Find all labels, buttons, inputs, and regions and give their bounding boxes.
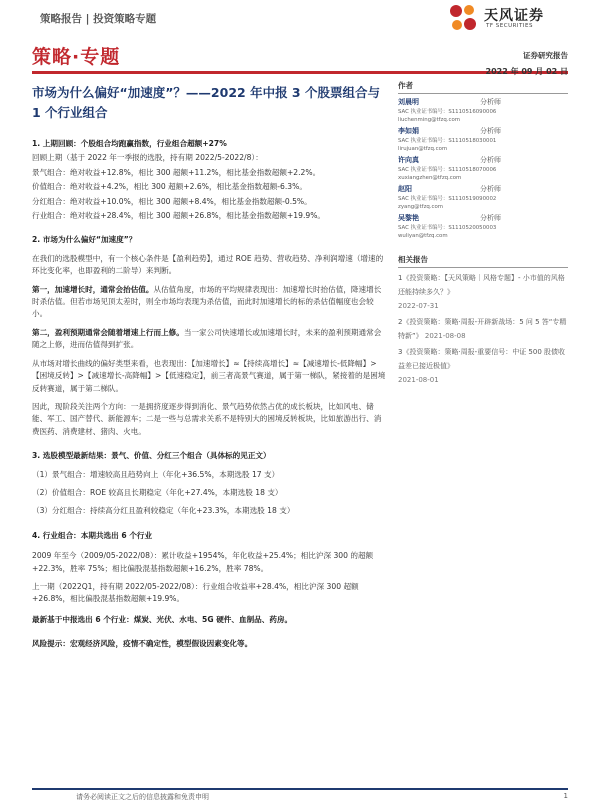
sidebar — [398, 80, 568, 389]
report-meta — [485, 50, 568, 76]
breadcrumb: 策略报告 | 投资策略专题 — [40, 13, 157, 25]
author-block — [398, 155, 568, 182]
author-cert: SAC 执业证书编号：S1110518070006 — [398, 167, 497, 173]
related-reports-heading: 相关报告 — [398, 254, 568, 268]
value-portfolio-result: 价值组合：绝对收益+4.2%，相比 300 超额+2.6%，相比基金指数超额-6.3%。 — [32, 182, 307, 192]
related-report-title[interactable]: 3《投资策略：策略·周报-重要信号：中证 500 股债收益差已接近极值》 — [398, 348, 566, 370]
author-cert: SAC 执业证书编号：S1110518030001 — [398, 138, 497, 144]
related-report-item[interactable] — [398, 345, 568, 387]
section-4-latest-industries: 最新基于中报选出 6 个行业：煤炭、光伏、水电、5G 硬件、血制品、药房。 — [32, 614, 293, 624]
author-cert: SAC 执业证书编号：S1110516090006 — [398, 109, 497, 115]
section-1-intro: 回顾上期（基于 2022 年一季报的选股，持有期 2022/5-2022/8）： — [32, 153, 263, 163]
related-report-title[interactable]: 1《投资策略：【天风策略｜风格专题】- 小市值的风格还能持续多久？》 — [398, 274, 565, 296]
related-report-item[interactable] — [398, 271, 568, 313]
footer — [32, 788, 568, 800]
section-2-para-3-lead: 第二，盈利预期通常会随着增速上行而上修。 — [32, 327, 184, 337]
section-2-para-3-rest: 当一家公司快速增长或加速增长时，未来的盈利预期通常会随之上修，进而估值得到扩张。 — [32, 327, 382, 350]
section-2-title: 2. 市场为什么偏好“加速度”？ — [32, 235, 137, 245]
author-block — [398, 184, 568, 211]
section-2-para-1: 在我们的选股模型中，有一个核心条件是【盈利趋势】，通过 ROE 趋势、营收趋势、净利润增速（增速的环比变化率，也即盈利的二阶导）来判断。 — [32, 253, 384, 276]
related-report-date: 2021-08-01 — [398, 376, 439, 384]
dividend-portfolio-result: 分红组合：绝对收益+10.0%，相比 300 超额+8.4%，相比基金指数超额-0.5%。 — [32, 196, 312, 206]
author-email[interactable]: lirujuan@tfzq.com — [398, 146, 448, 152]
author-name: 李如娟 — [398, 127, 419, 135]
report-title: 市场为什么偏好“加速度”？——2022 年中报 3 个股票组合与 1 个行业组合 — [32, 85, 380, 120]
related-report-date: 2022-07-31 — [398, 302, 439, 310]
brand-logo — [446, 2, 566, 36]
author-name: 赵阳 — [398, 185, 412, 193]
author-cert: SAC 执业证书编号：S1110519090002 — [398, 196, 497, 202]
section-4-title: 4. 行业组合：本期共选出 6 个行业 — [32, 530, 153, 540]
author-block — [398, 213, 568, 240]
author-name: 刘晨明 — [398, 98, 419, 106]
author-cert: SAC 执业证书编号：S1110520050003 — [398, 225, 497, 231]
section-2-para-4: 从市场对增长曲线的偏好类型来看，也表现出：【加速增长】≈【持续高增长】≈【减速增长-低降幅】>【困境反转】>【减速增长-高降幅】>【低速稳定】，前三者高景气赛道，属于第一梯队，紧接着的是困境反转赛道，属于第二梯队。 — [32, 358, 386, 393]
related-report-date: 2021-08-08 — [424, 332, 466, 340]
section-2-para-2-rest: 从估值角度，市场的平均规律表现出：加速增长时抬估值，降速增长时杀估值。但若市场见顶太差时，则全市场均表现为杀估值，而此时加速增长的标的杀估值幅度也会较小。 — [32, 284, 382, 319]
author-name: 许向真 — [398, 156, 419, 164]
section-4-para-2: 上一期（2022Q1，持有期 2022/05-2022/08）：行业组合收益率+28.4%，相比沪深 300 超额+26.8%，相比偏股混基指数超额+19.9%。 — [32, 581, 359, 604]
author-email[interactable]: liuchenming@tfzq.com — [398, 117, 460, 123]
section-2-para-5: 因此，现阶段关注两个方向：一是拥挤度逐步得到消化、景气趋势依然占优的成长板块，比如风电、储能、军工、国产替代、新能源车；二是一些与总需求关系不是特别大的困境反转板块，比如旅游出行、消费医药、消费建材、猪肉、火电。 — [32, 401, 382, 436]
author-block — [398, 126, 568, 153]
author-name: 吴黎艳 — [398, 214, 419, 222]
main-content — [32, 138, 387, 651]
report-type: 证券研究报告 — [523, 51, 568, 60]
industry-portfolio-result: 行业组合：绝对收益+28.4%，相比 300 超额+26.8%，相比基金指数超额+19.9%。 — [32, 211, 326, 221]
author-role: 分析师 — [480, 98, 501, 106]
portfolio-item-value: （2）价值组合：ROE 较高且长期稳定（年化+27.4%，本期选股 18 支） — [32, 487, 283, 497]
author-email[interactable]: zyang@tfzq.com — [398, 204, 444, 210]
risk-warning: 风险提示：宏观经济风险，疫情不确定性，模型假设因素变化等。 — [32, 639, 253, 649]
author-role: 分析师 — [480, 156, 501, 164]
jingqi-portfolio-result: 景气组合：绝对收益+12.8%，相比 300 超额+11.2%，相比基金指数超额+2.2%。 — [32, 167, 321, 177]
author-role: 分析师 — [480, 127, 501, 135]
section-2-para-2-lead: 第一，加速增长时，通常会抬估值。 — [32, 284, 154, 294]
author-block — [398, 97, 568, 124]
author-role: 分析师 — [480, 185, 501, 193]
portfolio-item-jingqi: （1）景气组合：增速较高且趋势向上（年化+36.5%，本期选股 17 支） — [32, 469, 280, 479]
section-4-para-1: 2009 年至今（2009/05-2022/08）：累计收益+1954%，年化收益+25.4%；相比沪深 300 的超额+22.3%，胜率 75%；相比偏股混基指数超额+16.2%，胜率 78%。 — [32, 551, 374, 573]
footer-disclaimer: 请务必阅读正文之后的信息披露和免责申明 — [76, 793, 209, 800]
tf-logo-icon — [446, 2, 480, 36]
authors-heading: 作者 — [398, 80, 568, 94]
report-date: 2022 年 09 月 02 日 — [485, 67, 568, 76]
author-email[interactable]: xuxiangzhen@tfzq.com — [398, 175, 462, 181]
section-3-title: 3. 选股模型最新结果：景气、价值、分红三个组合（具体标的见正文） — [32, 451, 271, 461]
related-report-title[interactable]: 2《投资策略：策略·周报-开辟新战场：5 问 5 答“专精特新”》 — [398, 318, 567, 340]
section-2-para-3 — [32, 327, 387, 352]
brand-subtitle: TF SECURITIES — [486, 23, 533, 29]
brand-name: 天风证券 — [484, 8, 544, 24]
section-2-para-2 — [32, 284, 387, 321]
portfolio-item-dividend: （3）分红组合：持续高分红且盈利较稳定（年化+23.3%，本期选股 18 支） — [32, 506, 295, 516]
report-category: 策略·专题 — [32, 46, 121, 68]
related-report-item[interactable] — [398, 315, 568, 343]
section-1-title: 1. 上期回顾：个股组合均跑赢指数，行业组合超额+27% — [32, 139, 227, 148]
page-number: 1 — [563, 792, 568, 800]
top-bar — [0, 0, 600, 38]
author-email[interactable]: wuliyan@tfzq.com — [398, 233, 448, 239]
author-role: 分析师 — [480, 214, 501, 222]
